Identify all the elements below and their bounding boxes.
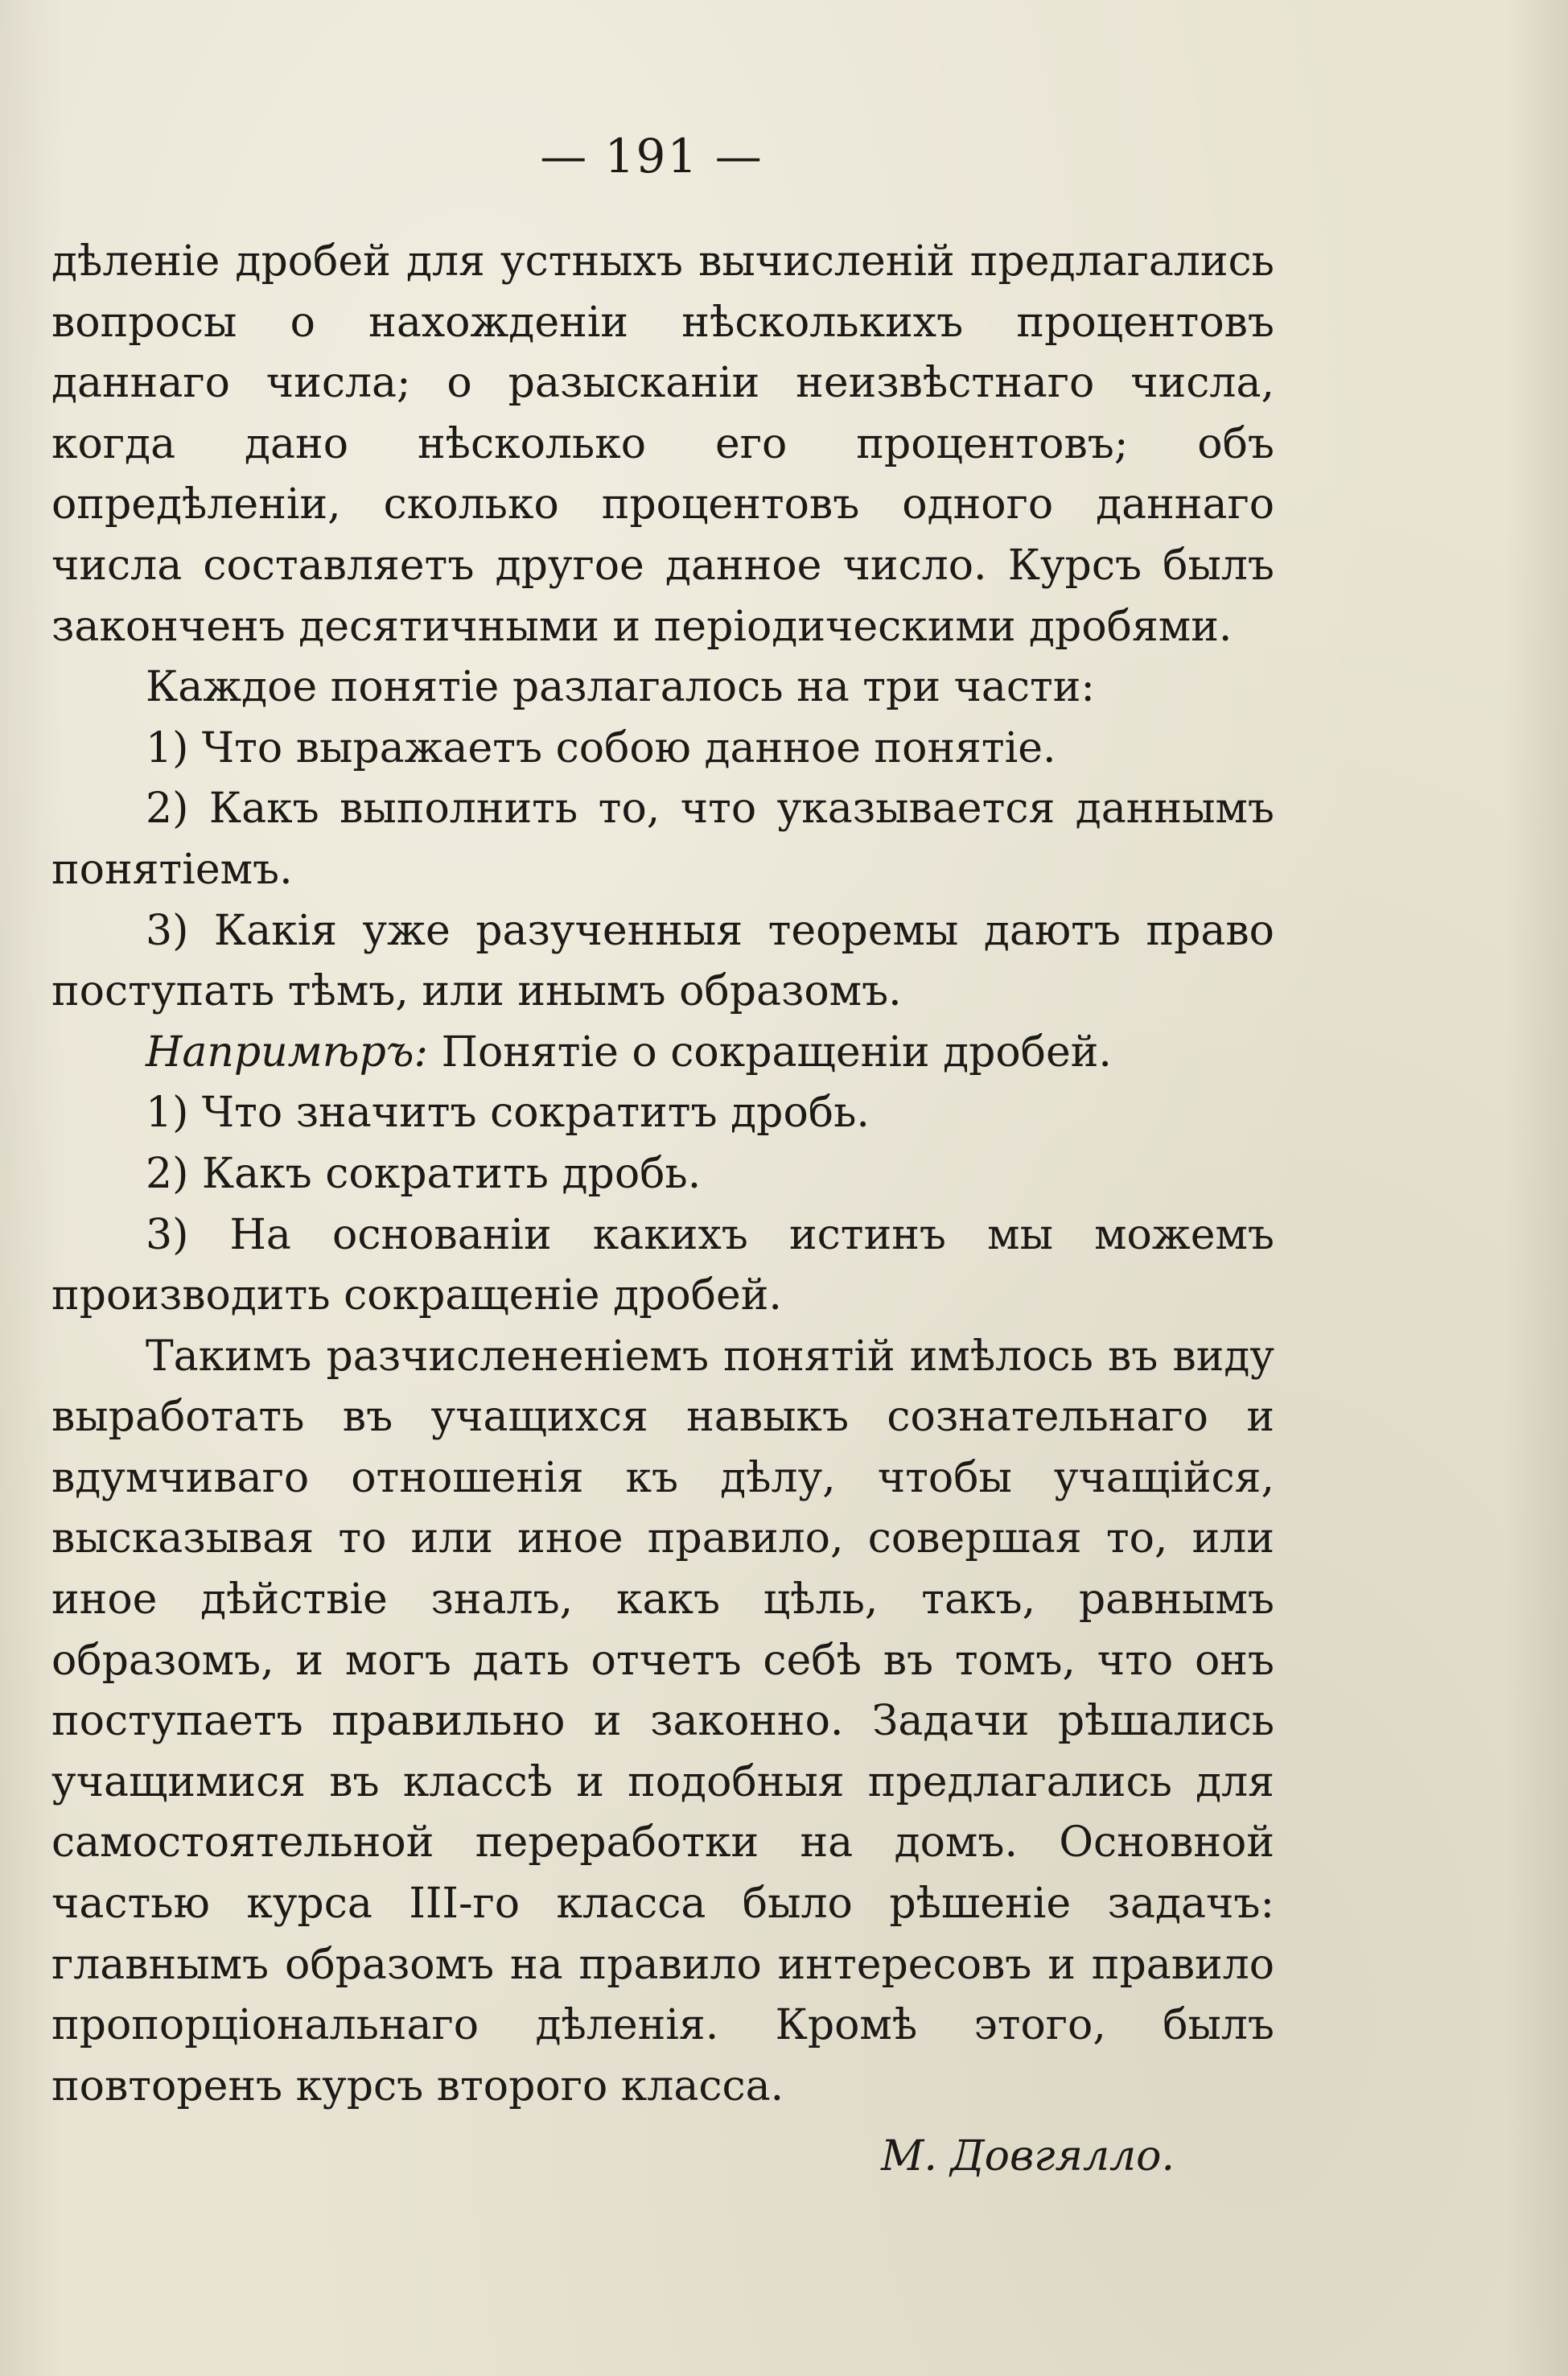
paragraph: Каждое понятіе разлагалось на три части: xyxy=(146,663,1095,712)
main-text xyxy=(51,232,1274,2117)
list-item: 2) Какъ выполнить то, что указывается даннымъ понятіемъ. xyxy=(51,784,1274,894)
example-label: Напримѣръ: xyxy=(146,1027,429,1077)
example-text: Понятіе о сокращеніи дробей. xyxy=(428,1027,1112,1077)
list-item: 1) Что значитъ сократитъ дробь. xyxy=(146,1089,870,1138)
list-item: 2) Какъ сократить дробь. xyxy=(146,1149,702,1198)
example-paragraph xyxy=(51,1023,1274,1084)
list-item: 3) На основаніи какихъ истинъ мы можемъ производить сокращеніе дробей. xyxy=(51,1210,1274,1320)
list-item: 3) Какія уже разученныя теоремы даютъ право поступать тѣмъ, или инымъ образомъ. xyxy=(51,906,1274,1016)
author-signature: М. Довгялло. xyxy=(881,2132,1175,2180)
page-number: — 191 — xyxy=(540,129,763,183)
list-item: 1) Что выражаетъ собою данное понятіе. xyxy=(146,723,1056,772)
paragraph: дѣленіе дробей для устныхъ вычисленій предлагались вопросы о нахожденіи нѣсколькихъ процентовъ даннаго числа; о разысканіи неизвѣстнаго числа, когда дано нѣсколько его процентовъ; объ опредѣленіи, сколько процентовъ одного даннаго числа составляетъ другое данное число. Курсъ былъ законченъ десятичными и періодическими дробями. xyxy=(51,237,1274,651)
paragraph: Такимъ разчислененіемъ понятій имѣлось въ виду выработать въ учащихся навыкъ сознательнаго и вдумчиваго отношенія къ дѣлу, чтобы учащійся, высказывая то или иное правило, совершая то, или иное дѣйствіе зналъ, какъ цѣль, такъ, равнымъ образомъ, и могъ дать отчетъ себѣ въ томъ, что онъ поступаетъ правильно и законно. Задачи рѣшались учащимися въ классѣ и подобныя предлагались для самостоятельной переработки на домъ. Основной частью курса III-го класса было рѣшеніе задачъ: главнымъ образомъ на правило интересовъ и правило пропорціональнаго дѣленія. Кромѣ этого, былъ повторенъ курсъ второго класса. xyxy=(51,1332,1274,2110)
